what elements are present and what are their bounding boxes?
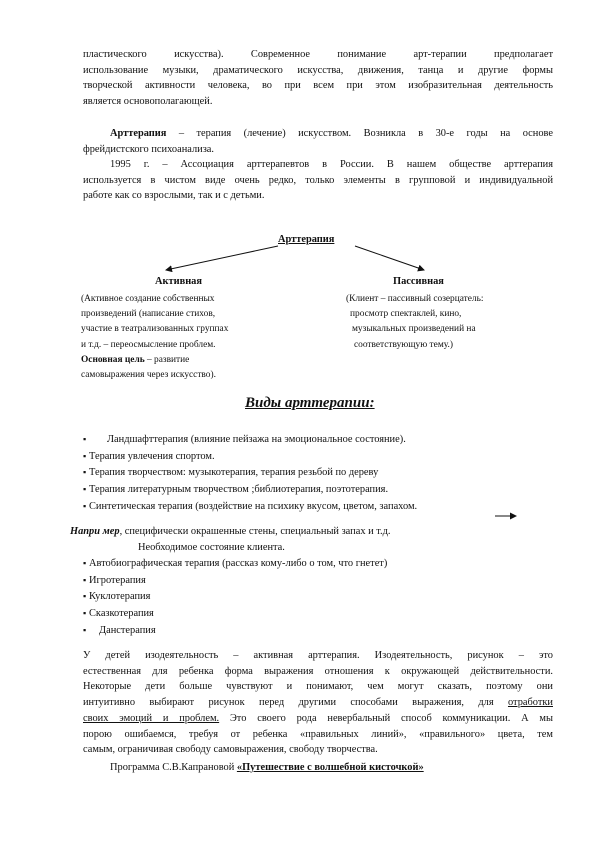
bullet-icon: ▪	[83, 624, 87, 635]
list-item-text: Терапия увлечения спортом.	[89, 450, 215, 462]
text-line: самовыражения через искусство).	[81, 370, 216, 381]
types-list-a	[83, 432, 417, 515]
text-line: естественная для ребенка форма выражения отношения к окружающей действительности.	[83, 665, 553, 677]
example-line	[70, 524, 391, 540]
arrow-to-active	[166, 246, 278, 270]
bullet-icon: ▪	[83, 500, 87, 511]
bullet-icon: ▪	[83, 434, 87, 444]
text-line: музыкальных произведений на	[352, 324, 476, 335]
definition-text: – терапия (лечение) искусством. Возникла в 30-е годы на основе	[166, 128, 553, 139]
text-line: (Клиент – пассивный созерцатель:	[346, 294, 484, 304]
list-item-text: Синтетическая терапия (воздействие на психику вкусом, цветом, запахом.	[89, 500, 418, 512]
bullet-icon: ▪	[83, 484, 87, 495]
text-line: Некоторые дети больше чувствуют и понимают, чем могут сказать, поэтому они	[83, 681, 553, 693]
types-heading: Виды арттерапии:	[245, 395, 375, 411]
program-prefix: Программа С.В.Капрановой	[110, 762, 237, 773]
active-description	[81, 292, 228, 383]
list-item	[83, 465, 417, 482]
text-line	[83, 695, 553, 711]
list-item-text: Сказкотерапия	[89, 608, 154, 620]
text-line: самым, ограничивая свободу самовыражения, свободу творчества.	[83, 744, 378, 756]
list-item	[83, 589, 387, 606]
text-line: творческой активности человека, во при всем при этом изобразительная деятельность	[83, 80, 553, 92]
bullet-icon: ▪	[83, 574, 87, 585]
text-line: работе как со взрослыми, так и с детьми.	[83, 190, 265, 202]
text-line: использование музыки, драматического искусства, движения, танца и другие формы	[83, 64, 553, 76]
passive-title: Пассивная	[393, 276, 444, 287]
list-item-text: Ландшафттерапия (влияние пейзажа на эмоциональное состояние).	[107, 434, 406, 445]
goal-label: Основная цель	[81, 354, 145, 365]
example-note: Необходимое состояние клиента.	[138, 542, 285, 553]
arrow-to-passive	[355, 246, 424, 270]
text-segment: интуитивно выбирают рисунок перед другими способами выражения, для	[83, 697, 508, 709]
text-line: участие в театрализованных группах	[81, 324, 229, 335]
bullet-icon: ▪	[83, 558, 87, 568]
list-item	[83, 499, 417, 516]
program-line	[110, 760, 424, 776]
list-item	[83, 606, 387, 623]
text-segment: Это своего рода невербальный способ коммуникации. А мы	[219, 712, 553, 724]
bullet-icon: ▪	[83, 467, 87, 478]
text-line: используется в чистом виде очень редко, только элементы в групповой и индивидуальной	[83, 174, 553, 186]
bullet-icon: ▪	[83, 450, 87, 461]
bullet-icon: ▪	[83, 591, 87, 602]
underlined-text: своих эмоций и проблем.	[83, 712, 220, 724]
text-line: порою ошибаемся, требуя от ребенка «правильных линий», «правильного» цвета, тем	[83, 728, 553, 740]
passive-description	[346, 292, 484, 353]
text-line: 1995 г. – Ассоциация арттерапевтов в России. В нашем обществе арттерапия	[110, 159, 553, 170]
paragraph-children-art	[83, 648, 553, 758]
types-list-b	[83, 556, 387, 639]
list-item	[83, 623, 387, 640]
diagram-root: Арттерапия	[278, 234, 335, 245]
list-item	[83, 482, 417, 499]
active-goal	[81, 353, 228, 368]
list-item-text: Автобиографическая терапия (рассказ кому-либо о том, что гнетет)	[89, 558, 388, 569]
list-item-text: Терапия литературным творчеством ;библиотерапия, поэтотерапия.	[89, 484, 389, 496]
text-line: фрейдистского психоанализа.	[83, 143, 215, 155]
text-line	[83, 711, 553, 727]
goal-text: – развитие	[144, 354, 190, 365]
underlined-text: отработки	[507, 697, 553, 709]
list-item	[83, 556, 387, 573]
list-item-text: Данстерапия	[99, 624, 156, 636]
list-item	[83, 449, 417, 466]
text-line: У детей изодеятельность – активная арттерапия. Изодеятельность, рисунок – это	[83, 650, 553, 661]
text-line: пластического искусства). Современное понимание арт-терапии предполагает	[83, 49, 553, 60]
example-text: , специфически окрашенные стены, специальный запах и т.д.	[119, 526, 391, 537]
text-line: и т.д. – переосмысление проблем.	[81, 339, 216, 350]
definition-term: Арттерапия	[110, 128, 167, 139]
bullet-icon: ▪	[83, 608, 87, 619]
text-line: произведений (написание стихов,	[81, 309, 216, 320]
text-line: (Активное создание собственных	[81, 294, 215, 304]
list-item-text: Игротерапия	[89, 574, 146, 586]
list-item-text: Терапия творчеством: музыкотерапия, терапия резьбой по дереву	[89, 467, 379, 479]
example-label: Напри мер	[70, 526, 120, 537]
list-item-text: Куклотерапия	[89, 591, 151, 603]
list-item	[83, 573, 387, 590]
active-title: Активная	[155, 276, 202, 287]
list-item	[83, 432, 417, 449]
text-line: соответствующую тему.)	[354, 339, 453, 350]
text-line: является основополагающей.	[83, 96, 213, 108]
program-title: «Путешествие с волшебной кисточкой»	[236, 762, 424, 773]
text-line: просмотр спектаклей, кино,	[350, 309, 462, 320]
